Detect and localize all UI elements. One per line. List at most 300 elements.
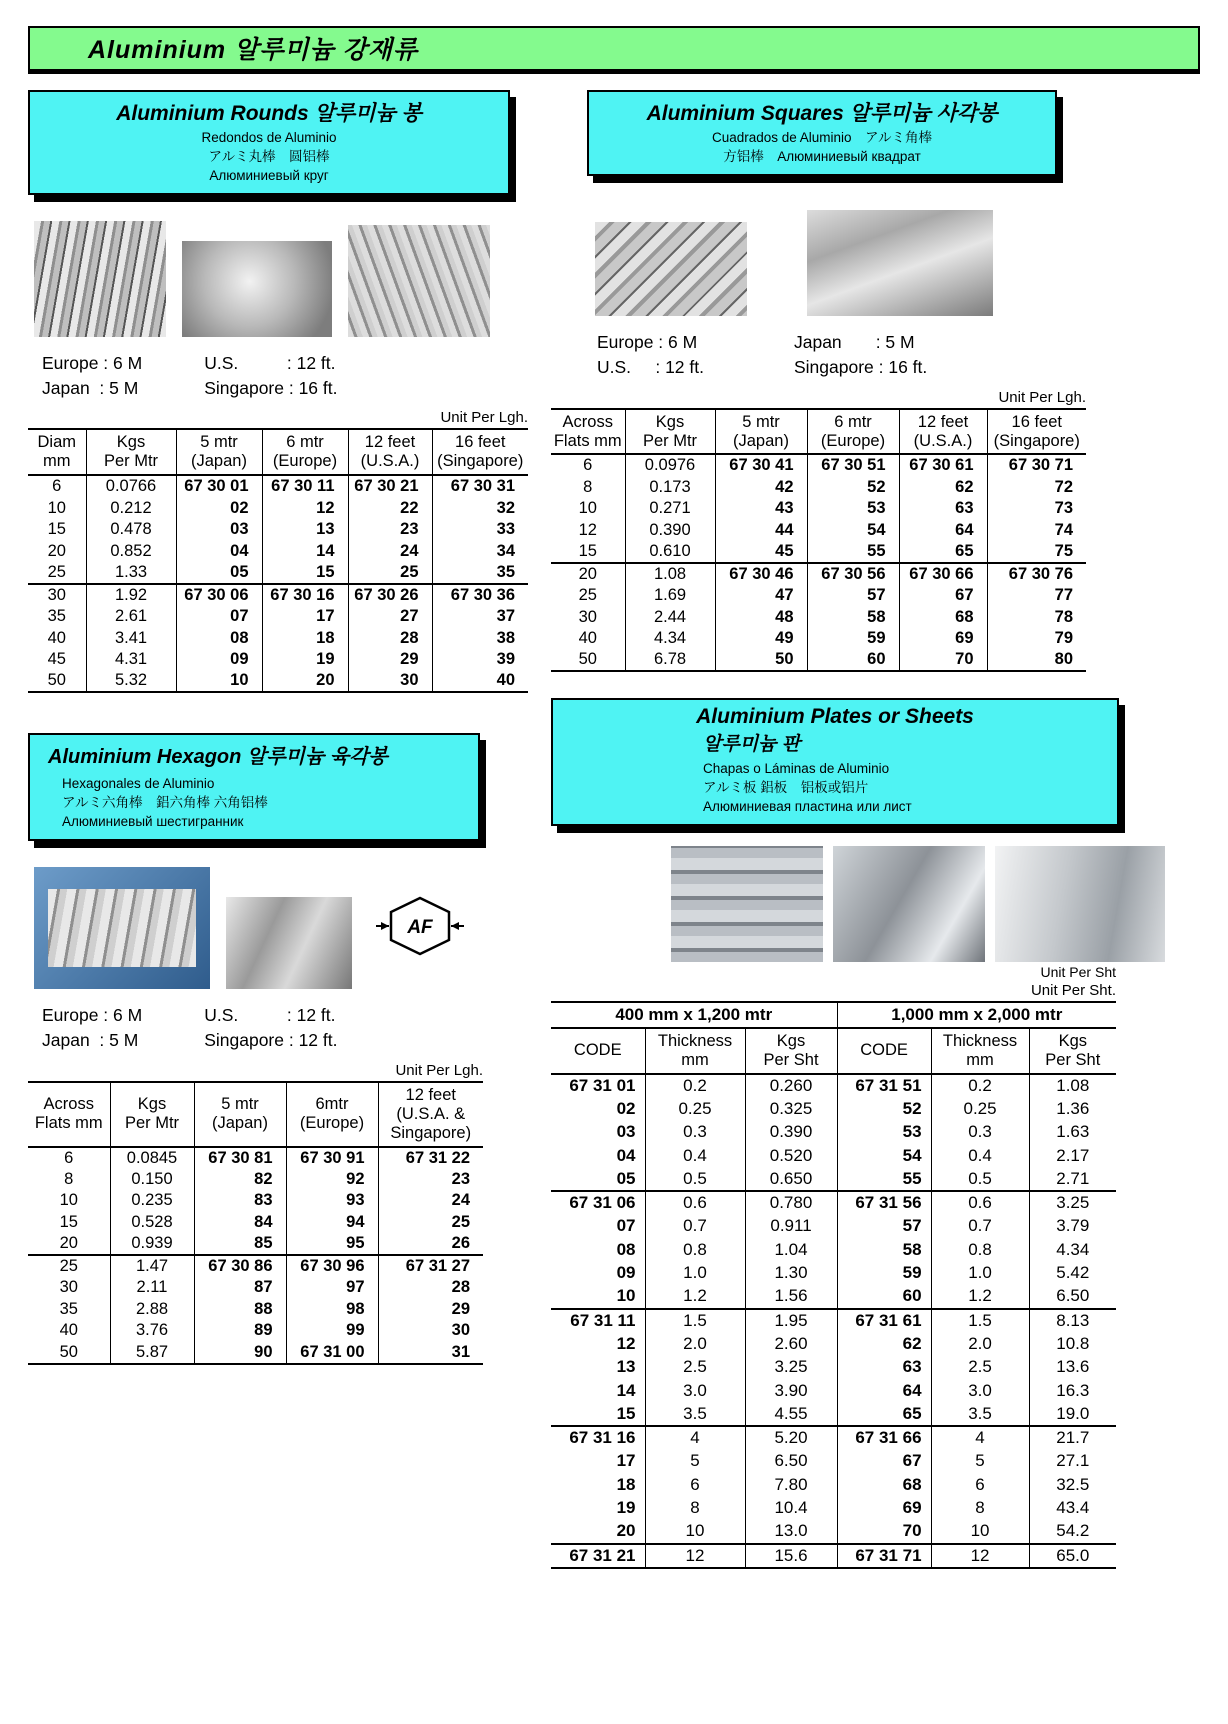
table-cell: 67 [899, 585, 987, 607]
table-cell: 65 [837, 1403, 931, 1427]
table-cell: 26 [378, 1233, 483, 1255]
table-row [551, 1403, 1116, 1427]
table-cell: 0.0766 [86, 475, 176, 497]
table-cell: 25 [59, 1257, 78, 1276]
table-cell: 5.87 [110, 1342, 194, 1364]
table-row [551, 585, 1086, 607]
table-row [28, 540, 528, 562]
table-cell: 67 31 01 [569, 1075, 636, 1095]
table-cell: 0.7 [645, 1215, 745, 1239]
table-cell: 30 [348, 670, 432, 692]
table-row [551, 1074, 1116, 1098]
table-cell: 20 [47, 541, 66, 560]
square-bar-photo [807, 210, 993, 316]
table-cell: 0.610 [625, 541, 715, 563]
table-cell: 0.212 [86, 497, 176, 519]
table-cell: 28 [378, 1277, 483, 1299]
rounds-unit-label: Unit Per Lgh. [440, 409, 528, 427]
table-cell: 2.71 [1029, 1168, 1116, 1192]
table-cell: 55 [837, 1168, 931, 1192]
table-cell: 1.47 [110, 1255, 194, 1277]
table-cell: 19 [616, 1498, 636, 1518]
table-cell: 10 [47, 498, 66, 517]
table-cell: 22 [348, 497, 432, 519]
table-cell: 1.04 [745, 1238, 837, 1262]
table-cell: 2.5 [645, 1356, 745, 1380]
hexagon-unit-label: Unit Per Lgh. [395, 1061, 483, 1079]
table-cell: 67 30 86 [194, 1255, 286, 1277]
table-row [28, 1320, 483, 1342]
col-header-across-flats: Across Flats mm [553, 412, 622, 450]
table-cell: 3.5 [931, 1403, 1029, 1427]
table-cell: 09 [176, 649, 262, 671]
round-bars-bundle-photo [34, 221, 166, 337]
table-cell: 47 [715, 585, 807, 607]
table-cell: 85 [194, 1233, 286, 1255]
across-flats-diagram [374, 893, 466, 964]
col-header-code: CODE [837, 1028, 931, 1074]
table-cell: 10 [59, 1191, 78, 1210]
section-aluminium-rounds [28, 90, 533, 693]
table-row [551, 1450, 1116, 1474]
table-cell: 1.08 [625, 563, 715, 585]
table-row [551, 628, 1086, 650]
table-cell: 67 31 11 [570, 1310, 636, 1330]
table-cell: 95 [286, 1233, 378, 1255]
square-bars-bundle-photo [595, 222, 747, 316]
table-row [551, 498, 1086, 520]
col-header-12feet: 12 feet (U.S.A.) [899, 409, 987, 455]
table-cell: 1.30 [745, 1262, 837, 1286]
table-cell: 0.911 [745, 1215, 837, 1239]
squares-photos [595, 210, 1200, 316]
table-cell: 0.3 [931, 1121, 1029, 1145]
table-cell: 3.5 [645, 1403, 745, 1427]
table-cell: 98 [286, 1299, 378, 1321]
table-cell: 02 [176, 497, 262, 519]
table-cell: 10 [616, 1286, 636, 1306]
table-cell: 0.780 [745, 1191, 837, 1215]
table-cell: 25 [47, 562, 66, 581]
table-cell: 57 [837, 1215, 931, 1239]
table-cell: 08 [176, 627, 262, 649]
table-cell: 0.520 [745, 1144, 837, 1168]
size-header-1000mm: 1,000 mm x 2,000 mtr [837, 1002, 1116, 1028]
table-cell: 64 [837, 1379, 931, 1403]
table-cell: 59 [807, 628, 899, 650]
table-cell: 0.6 [645, 1191, 745, 1215]
table-cell: 0.25 [931, 1097, 1029, 1121]
table-cell: 1.36 [1029, 1097, 1116, 1121]
col-header-6mtr: 6mtr (Europe) [286, 1082, 378, 1147]
table-cell: 30 [378, 1320, 483, 1342]
table-cell: 1.95 [745, 1309, 837, 1333]
table-cell: 84 [194, 1212, 286, 1234]
table-cell: 0.852 [86, 540, 176, 562]
table-cell: 67 30 31 [432, 475, 528, 497]
table-cell: 14 [262, 540, 348, 562]
table-row [551, 1215, 1116, 1239]
table-cell: 12 [616, 1333, 636, 1353]
table-cell: 15 [578, 541, 597, 560]
table-cell: 62 [837, 1332, 931, 1356]
rounds-table [28, 428, 528, 693]
table-cell: 78 [987, 606, 1086, 628]
table-row [28, 627, 528, 649]
table-cell: 7.80 [745, 1473, 837, 1497]
col-header-diam: Diam mm [37, 433, 76, 471]
table-cell: 07 [616, 1216, 636, 1236]
squares-unit-label: Unit Per Lgh. [998, 388, 1086, 406]
table-cell: 13 [262, 519, 348, 541]
table-cell: 03 [176, 519, 262, 541]
table-cell: 68 [899, 606, 987, 628]
table-cell: 17 [616, 1451, 636, 1471]
table-cell: 67 31 61 [837, 1309, 931, 1333]
table-cell: 50 [59, 1342, 78, 1361]
table-row [28, 1277, 483, 1299]
squares-subtitles: Cuadrados de Aluminio アルミ角棒 方铝棒 Алюминиевый квадрат [711, 130, 933, 164]
col-header-5mtr: 5 mtr (Japan) [194, 1082, 286, 1147]
table-cell: 99 [286, 1320, 378, 1342]
table-row [28, 606, 528, 628]
table-row [28, 1255, 483, 1277]
col-header-kgs: Kgs Per Mtr [110, 1082, 194, 1147]
table-cell: 6 [52, 477, 62, 496]
col-header-code: CODE [573, 1041, 622, 1060]
table-cell: 12 [262, 497, 348, 519]
table-cell: 24 [378, 1190, 483, 1212]
col-header-16feet: 16 feet (Singapore) [987, 409, 1086, 455]
table-cell: 58 [837, 1238, 931, 1262]
squares-title: Aluminium Squares 알루미늄 사각봉 [646, 102, 998, 125]
table-row [551, 563, 1086, 585]
rounds-lengths-col2: U.S. : 12 ft. Singapore : 16 ft. [204, 352, 338, 399]
table-cell: 4.34 [1029, 1238, 1116, 1262]
table-row [551, 1097, 1116, 1121]
table-cell: 0.8 [645, 1238, 745, 1262]
table-cell: 34 [432, 540, 528, 562]
table-cell: 62 [899, 476, 987, 498]
table-cell: 1.56 [745, 1285, 837, 1309]
section-aluminium-plates [551, 698, 1200, 1568]
table-cell: 12 [645, 1544, 745, 1568]
table-cell: 60 [837, 1285, 931, 1309]
table-row [551, 1144, 1116, 1168]
table-cell: 45 [47, 650, 66, 669]
table-cell: 40 [59, 1321, 78, 1340]
table-cell: 3.0 [931, 1379, 1029, 1403]
stacked-plates-photo [671, 846, 823, 962]
table-cell: 33 [432, 519, 528, 541]
table-cell: 67 30 61 [899, 454, 987, 476]
table-cell: 5 [931, 1450, 1029, 1474]
table-cell: 1.33 [86, 562, 176, 584]
table-cell: 35 [59, 1299, 78, 1318]
table-cell: 67 31 56 [837, 1191, 931, 1215]
table-cell: 70 [899, 649, 987, 671]
table-cell: 25 [578, 586, 597, 605]
table-cell: 67 31 22 [378, 1147, 483, 1169]
table-cell: 5 [645, 1450, 745, 1474]
rounds-table-header-row [28, 429, 528, 475]
table-cell: 14 [616, 1380, 636, 1400]
table-cell: 18 [616, 1474, 636, 1494]
content-columns [28, 86, 1200, 1569]
table-row [28, 1299, 483, 1321]
table-cell: 2.5 [931, 1356, 1029, 1380]
plates-unit-label: Unit Per Sht. [1030, 982, 1116, 1000]
table-cell: 2.0 [931, 1332, 1029, 1356]
table-cell: 15.6 [745, 1544, 837, 1568]
table-cell: 0.235 [110, 1190, 194, 1212]
table-cell: 10.4 [745, 1497, 837, 1521]
table-cell: 54.2 [1029, 1520, 1116, 1544]
hexagon-subtitles: Hexagonales de Aluminio アルミ六角棒 鋁六角棒 六角铝棒 Алюминиевый шестигранник [62, 776, 268, 830]
table-cell: 0.4 [645, 1144, 745, 1168]
col-header-12feet: 12 feet (U.S.A.) [348, 429, 432, 475]
table-row [551, 606, 1086, 628]
table-cell: 13.6 [1029, 1356, 1116, 1380]
table-cell: 67 31 00 [286, 1342, 378, 1364]
table-cell: 1.5 [645, 1309, 745, 1333]
hexagon-lengths [42, 1003, 533, 1054]
squares-header-box [587, 90, 1057, 176]
table-cell: 15 [262, 562, 348, 584]
col-header-kgs-per-sht: Kgs Per Sht [1029, 1028, 1116, 1074]
table-cell: 67 31 21 [569, 1545, 636, 1565]
table-cell: 03 [616, 1122, 636, 1142]
table-row [551, 1309, 1116, 1333]
table-cell: 72 [987, 476, 1086, 498]
table-cell: 39 [432, 649, 528, 671]
table-cell: 8.13 [1029, 1309, 1116, 1333]
single-sheet-photo [995, 846, 1165, 962]
table-cell: 0.5 [931, 1168, 1029, 1192]
table-cell: 25 [348, 562, 432, 584]
hexagon-photos [34, 867, 533, 989]
table-cell: 1.69 [625, 585, 715, 607]
table-cell: 54 [837, 1144, 931, 1168]
table-cell: 90 [194, 1342, 286, 1364]
plates-size-header-row [551, 1002, 1116, 1028]
page-title: Aluminium 알루미늄 강재류 [28, 26, 1200, 74]
table-cell: 40 [432, 670, 528, 692]
table-cell: 67 30 81 [194, 1147, 286, 1169]
rounds-photos [34, 221, 533, 337]
table-cell: 93 [286, 1190, 378, 1212]
table-cell: 77 [987, 585, 1086, 607]
table-cell: 32.5 [1029, 1473, 1116, 1497]
table-cell: 67 30 76 [987, 563, 1086, 585]
table-row [28, 1233, 483, 1255]
table-row [28, 670, 528, 692]
table-cell: 0.271 [625, 498, 715, 520]
table-cell: 2.61 [86, 606, 176, 628]
table-cell: 1.92 [86, 584, 176, 606]
table-row [551, 1544, 1116, 1568]
table-cell: 2.60 [745, 1332, 837, 1356]
table-cell: 6 [583, 456, 593, 475]
table-cell: 20 [616, 1521, 636, 1541]
table-row [551, 519, 1086, 541]
squares-table [551, 408, 1086, 673]
table-cell: 6.78 [625, 649, 715, 671]
table-cell: 13.0 [745, 1520, 837, 1544]
table-row [28, 649, 528, 671]
table-cell: 13 [616, 1357, 636, 1377]
table-cell: 25 [378, 1212, 483, 1234]
table-cell: 3.0 [645, 1379, 745, 1403]
hexagon-table-header-row [28, 1082, 483, 1147]
table-cell: 63 [899, 498, 987, 520]
col-header-thickness: Thickness mm [931, 1028, 1029, 1074]
table-cell: 2.0 [645, 1332, 745, 1356]
plate-stack-corner-photo [833, 846, 985, 962]
table-cell: 31 [378, 1342, 483, 1364]
table-cell: 10 [931, 1520, 1029, 1544]
table-row [551, 1285, 1116, 1309]
left-column [28, 86, 533, 1569]
table-cell: 1.2 [931, 1285, 1029, 1309]
table-cell: 2.88 [110, 1299, 194, 1321]
table-cell: 94 [286, 1212, 378, 1234]
section-aluminium-hexagon [28, 733, 533, 1364]
table-cell: 50 [47, 671, 66, 690]
table-cell: 09 [616, 1263, 636, 1283]
table-cell: 73 [987, 498, 1086, 520]
table-row [551, 541, 1086, 563]
table-cell: 4 [645, 1426, 745, 1450]
table-cell: 59 [837, 1262, 931, 1286]
table-cell: 0.260 [745, 1074, 837, 1098]
table-cell: 67 30 11 [262, 475, 348, 497]
table-row [551, 649, 1086, 671]
table-cell: 2.44 [625, 606, 715, 628]
table-cell: 05 [176, 562, 262, 584]
table-cell: 67 30 96 [286, 1255, 378, 1277]
rounds-lengths-col1: Europe : 6 M Japan : 5 M [42, 352, 143, 399]
plates-subtitles: Chapas o Láminas de Aluminio アルミ板 鋁板 铝板或铝片 Алюминиевая пластина или лист [703, 761, 912, 815]
table-cell: 44 [715, 519, 807, 541]
table-cell: 32 [432, 497, 528, 519]
af-hexagon-icon [374, 893, 466, 959]
table-cell: 10 [176, 670, 262, 692]
hexagon-lengths-col2: U.S. : 12 ft. Singapore : 12 ft. [204, 1005, 338, 1051]
squares-lengths-col2: Japan : 5 M Singapore : 16 ft. [793, 331, 928, 378]
table-cell: 67 30 26 [348, 584, 432, 606]
table-cell: 0.173 [625, 476, 715, 498]
table-cell: 30 [47, 585, 66, 604]
table-cell: 57 [807, 585, 899, 607]
table-cell: 53 [837, 1121, 931, 1145]
table-row [28, 1169, 483, 1191]
table-row [551, 1191, 1116, 1215]
table-row [551, 1332, 1116, 1356]
table-cell: 49 [715, 628, 807, 650]
col-header-kgs: Kgs Per Mtr [625, 409, 715, 455]
col-header-5mtr: 5 mtr (Japan) [176, 429, 262, 475]
table-row [551, 1497, 1116, 1521]
table-cell: 50 [578, 650, 597, 669]
col-header-16feet: 16 feet (Singapore) [432, 429, 528, 475]
table-cell: 4.34 [625, 628, 715, 650]
table-cell: 2.17 [1029, 1144, 1116, 1168]
table-cell: 45 [715, 541, 807, 563]
table-cell: 83 [194, 1190, 286, 1212]
table-cell: 8 [583, 477, 593, 496]
table-cell: 6 [645, 1473, 745, 1497]
table-cell: 18 [262, 627, 348, 649]
table-cell: 20 [59, 1234, 78, 1253]
table-cell: 97 [286, 1277, 378, 1299]
table-row [551, 1238, 1116, 1262]
table-cell: 0.3 [645, 1121, 745, 1145]
table-cell: 4 [931, 1426, 1029, 1450]
table-cell: 50 [715, 649, 807, 671]
table-cell: 0.4 [931, 1144, 1029, 1168]
table-cell: 0.5 [645, 1168, 745, 1192]
table-cell: 0.0976 [625, 454, 715, 476]
plates-title-line2: 알루미늄 판 [703, 734, 801, 756]
round-bars-spread-photo [348, 225, 490, 337]
table-cell: 15 [47, 520, 66, 539]
table-cell: 15 [59, 1212, 78, 1231]
table-row [28, 497, 528, 519]
table-cell: 35 [47, 607, 66, 626]
table-cell: 21.7 [1029, 1426, 1116, 1450]
table-row [551, 1168, 1116, 1192]
table-cell: 10 [578, 499, 597, 518]
table-row [551, 476, 1086, 498]
table-cell: 16.3 [1029, 1379, 1116, 1403]
table-row [551, 1379, 1116, 1403]
table-cell: 0.478 [86, 519, 176, 541]
table-cell: 04 [616, 1145, 636, 1165]
col-header-across-flats: Across Flats mm [34, 1095, 103, 1133]
table-row [28, 475, 528, 497]
table-cell: 0.7 [931, 1215, 1029, 1239]
table-cell: 65.0 [1029, 1544, 1116, 1568]
table-row [551, 1473, 1116, 1497]
table-cell: 23 [348, 519, 432, 541]
table-cell: 89 [194, 1320, 286, 1342]
table-cell: 69 [837, 1497, 931, 1521]
table-cell: 1.5 [931, 1309, 1029, 1333]
right-column [551, 86, 1200, 1569]
plates-table [551, 1001, 1116, 1568]
table-cell: 29 [378, 1299, 483, 1321]
table-cell: 54 [807, 519, 899, 541]
col-header-5mtr: 5 mtr (Japan) [715, 409, 807, 455]
table-cell: 67 30 21 [348, 475, 432, 497]
table-cell: 07 [176, 606, 262, 628]
table-cell: 0.8 [931, 1238, 1029, 1262]
table-cell: 43.4 [1029, 1497, 1116, 1521]
table-cell: 0.650 [745, 1168, 837, 1192]
table-cell: 67 31 06 [569, 1193, 636, 1213]
table-cell: 67 30 91 [286, 1147, 378, 1169]
table-row [28, 1342, 483, 1364]
table-cell: 63 [837, 1356, 931, 1380]
table-cell: 67 31 71 [837, 1544, 931, 1568]
table-cell: 82 [194, 1169, 286, 1191]
col-header-thickness: Thickness mm [645, 1028, 745, 1074]
table-cell: 0.390 [745, 1121, 837, 1145]
table-cell: 30 [59, 1278, 78, 1297]
table-cell: 0.528 [110, 1212, 194, 1234]
table-cell: 20 [262, 670, 348, 692]
